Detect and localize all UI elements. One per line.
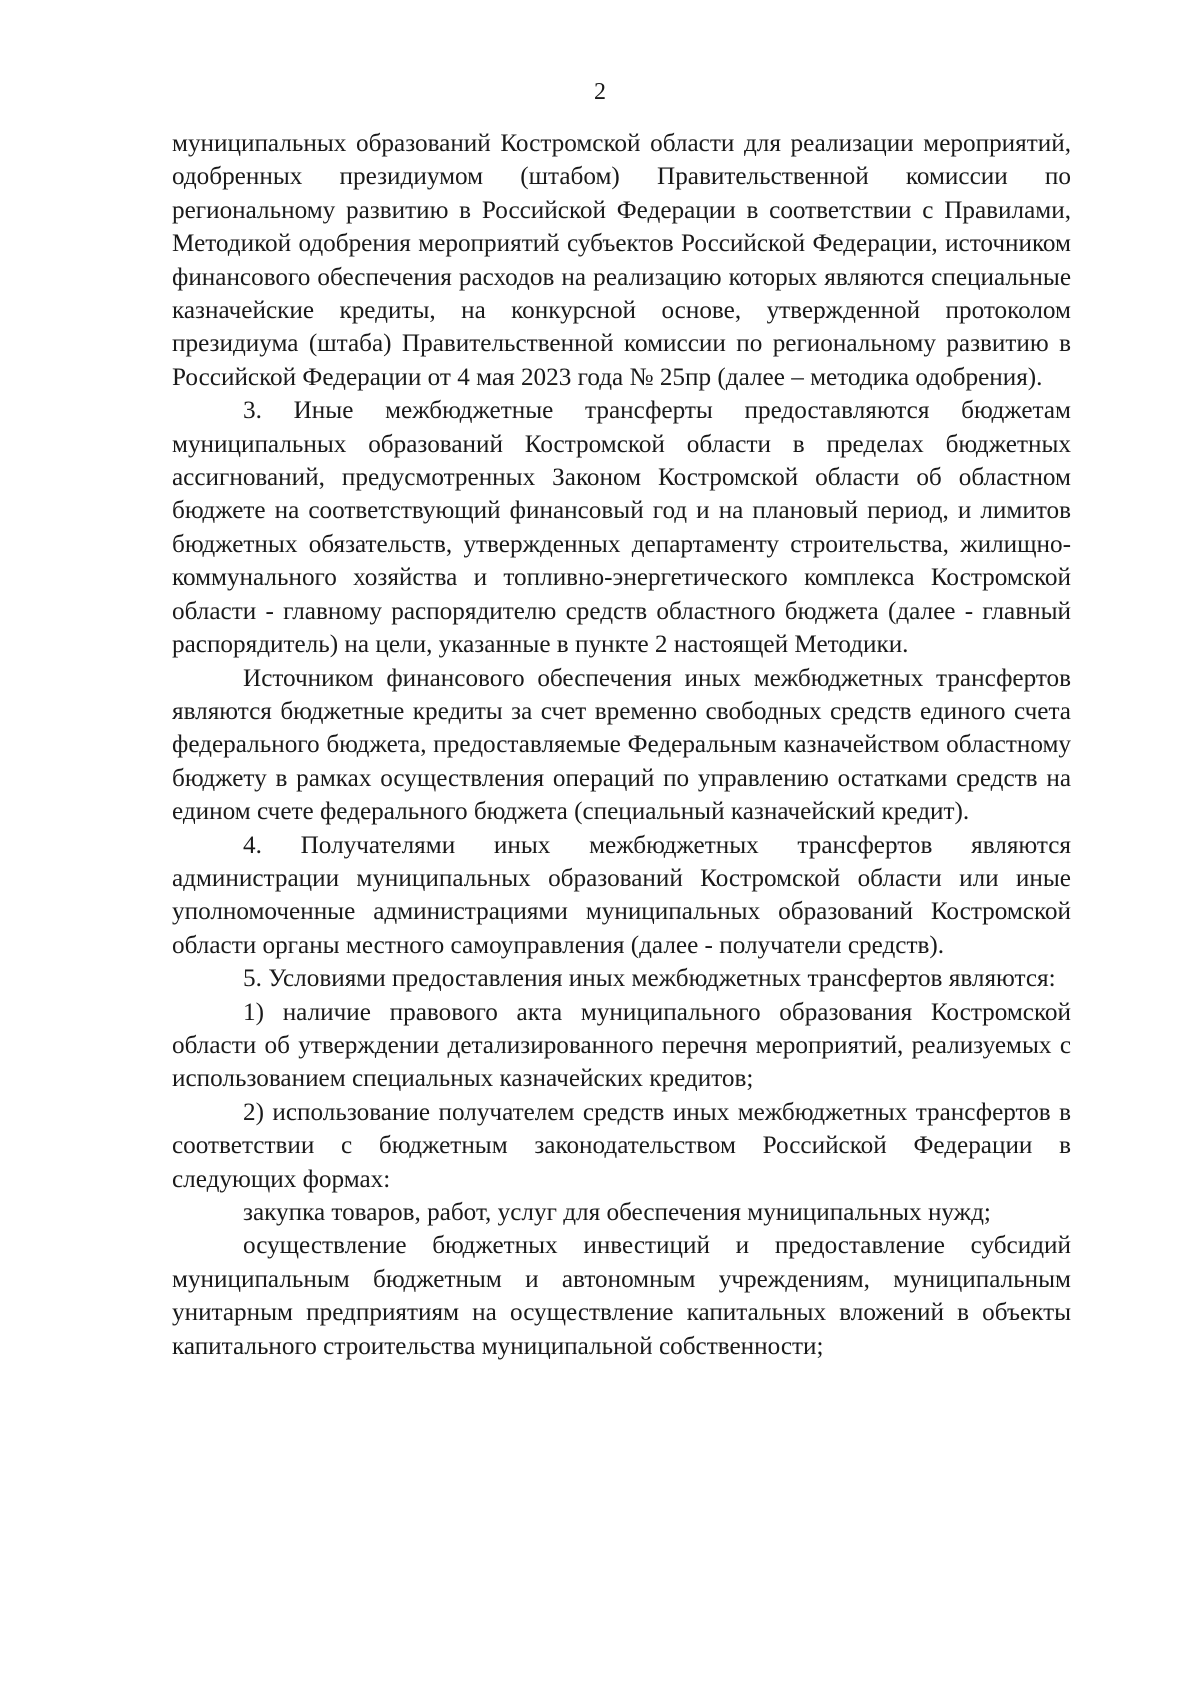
paragraph-condition-2: 2) использование получателем средств иных межбюджетных трансфертов в соответствии с бюджетным законодательством Российской Федерации в следующих формах: [172,1098,1071,1193]
paragraph-funding-source: Источником финансового обеспечения иных межбюджетных трансфертов являются бюджетные кредиты за счет временно свободных средств единого счета федерального бюджета, предоставляемые Федеральным казначейством областному бюджету в рамках осуществления операций по управлению остатками средств на едином счете федерального бюджета (специальный казначейский кредит). [172,664,1071,826]
paragraph-item-3: 3. Иные межбюджетные трансферты предоставляются бюджетам муниципальных образований Костромской области в пределах бюджетных ассигнований, предусмотренных Законом Костромской области об областном бюджете на соответствующий финансовый год и на плановый период, и лимитов бюджетных обязательств, утвержденных департаменту строительства, жилищно-коммунального хозяйства и топливно-энергетического комплекса Костромской области - главному распорядителю средств областного бюджета (далее - главный распорядитель) на цели, указанные в пункте 2 настоящей Методики. [172,397,1071,659]
paragraph-continuation: муниципальных образований Костромской области для реализации мероприятий, одобренных президиумом (штабом) Правительственной комиссии по региональному развитию в Российской Федерации в соответствии с Правилами, Методикой одобрения мероприятий субъектов Российской Федерации, источником финансового обеспечения расходов на реализацию которых являются специальные казначейские кредиты, на конкурсной основе, утвержденной протоколом президиума (штаба) Правительственной комиссии по региональному развитию в Российской Федерации от 4 мая 2023 года № 25пр (далее – методика одобрения). [172,130,1071,391]
paragraph-condition-1: 1) наличие правового акта муниципального образования Костромской области об утверждении детализированного перечня мероприятий, реализуемых с использованием специальных казначейских кредитов; [172,998,1071,1093]
paragraph-form-investments: осуществление бюджетных инвестиций и предоставление субсидий муниципальным бюджетным и автономным учреждениям, муниципальным унитарным предприятиям на осуществление капитальных вложений в объекты капитального строительства муниципальной собственности; [172,1232,1071,1360]
paragraph-form-procurement: закупка товаров, работ, услуг для обеспечения муниципальных нужд; [243,1199,991,1226]
paragraph-item-4: 4. Получателями иных межбюджетных трансфертов являются администрации муниципальных образований Костромской области или иные уполномоченные администрациями муниципальных образований Костромской области органы местного самоуправления (далее - получатели средств). [172,831,1071,959]
paragraph-item-5: 5. Условиями предоставления иных межбюджетных трансфертов являются: [243,965,1056,993]
document-body [172,127,1071,1363]
page-number: 2 [594,79,606,105]
